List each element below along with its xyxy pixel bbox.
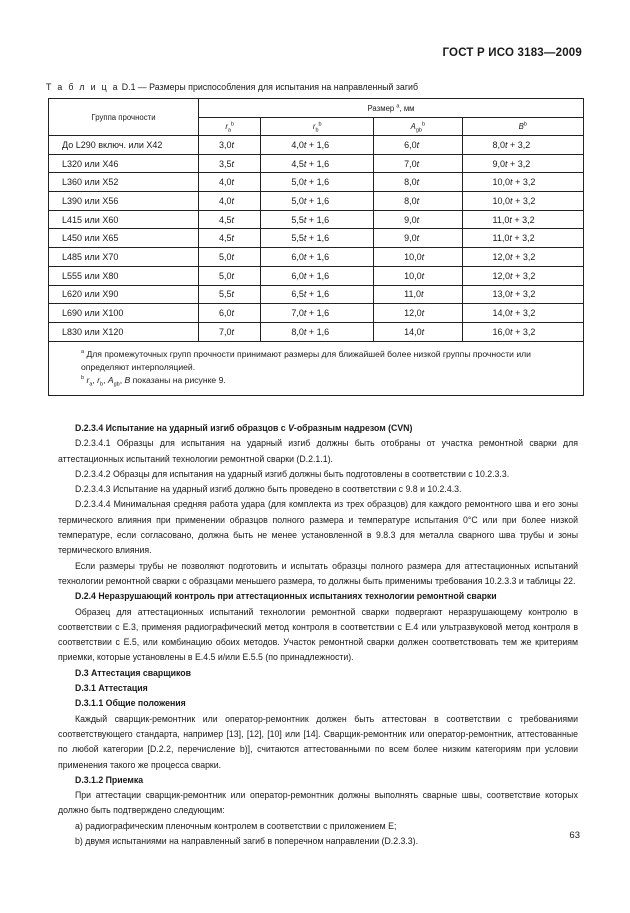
cell-b: 11,0t + 3,2	[462, 210, 583, 229]
cell-ra: 4,5t	[199, 210, 261, 229]
cell-ra: 6,0t	[199, 304, 261, 323]
cell-group: До L290 включ. или X42	[49, 136, 199, 155]
cell-agb: 10,0t	[374, 248, 462, 267]
cell-b: 16,0t + 3,2	[462, 322, 583, 341]
cell-rb: 5,5t + 1,6	[261, 229, 374, 248]
cell-agb: 8,0t	[374, 173, 462, 192]
table-note-a: $^a$ Для промежуточных групп прочности принимают размеры для ближайшей более низкой группы прочности или определяют интерполяцией.	[81, 348, 531, 372]
cell-b: 13,0t + 3,2	[462, 285, 583, 304]
cell-rb: 6,0t + 1,6	[261, 248, 374, 267]
table-row	[49, 304, 584, 323]
cell-b: 9,0t + 3,2	[462, 154, 583, 173]
cell-group: L450 или X65	[49, 229, 199, 248]
cell-ra: 4,5t	[199, 229, 261, 248]
col-header-rb: $r_b^b$	[261, 118, 374, 136]
cell-agb: 8,0t	[374, 192, 462, 211]
paragraph: Образец для аттестационных испытаний технологии ремонтной сварки подвергают неразрушающему контролю в соответствии с Е.3, применяя радиографический метод контроля в соответствии с Е.4 или ультразвуковой метод контроля в соответствии с Е.5, или комбинацию обоих методов. Участок ремонтной сварки должен соответствовать тем же критериям приемки, которые установлены в Е.4.5 и/или Е.5.5 (по принадлежности).	[58, 606, 578, 663]
cell-rb: 5,5t + 1,6	[261, 210, 374, 229]
document-header: ГОСТ Р ИСО 3183—2009	[442, 47, 582, 59]
cell-rb: 5,0t + 1,6	[261, 173, 374, 192]
col-header-ra: $r_a^b$	[199, 118, 261, 136]
cell-rb: 7,0t + 1,6	[261, 304, 374, 323]
cell-agb: 6,0t	[374, 136, 462, 155]
cell-agb: 7,0t	[374, 154, 462, 173]
cell-group: L620 или X90	[49, 285, 199, 304]
table-title-label: Т а б л и ц а	[46, 82, 120, 92]
cell-group: L555 или X80	[49, 266, 199, 285]
section-heading-acceptance: D.3.1.2 Приемка	[75, 774, 144, 785]
table-row	[49, 192, 584, 211]
cell-rb: 4,5t + 1,6	[261, 154, 374, 173]
cell-group: L360 или X52	[49, 173, 199, 192]
cell-ra: 5,0t	[199, 266, 261, 285]
cell-ra: 7,0t	[199, 322, 261, 341]
list-item: b) двумя испытаниями на направленный загиб в поперечном направлении (D.2.3.3).	[75, 836, 419, 847]
cell-agb: 9,0t	[374, 229, 462, 248]
cell-rb: 8,0t + 1,6	[261, 322, 374, 341]
list-item: a) радиографическим пленочным контролем в соответствии с приложением Е;	[75, 820, 397, 831]
section-heading-attestation: D.3.1 Аттестация	[75, 683, 148, 694]
paragraph: Каждый сварщик-ремонтник или оператор-ремонтник должен быть аттестован в соответствии с требованиями соответствующего стандарта, например [13], [12], [10] или [14]. Сварщик-ремонтник или оператор-ремонтник, аттестованные по любой категории [D.2.2, перечисление b)], считаются аттестованными по всем более низким категориям при условии применения такого же процесса сварки.	[58, 713, 578, 770]
cell-agb: 11,0t	[374, 285, 462, 304]
cell-rb: 6,5t + 1,6	[261, 285, 374, 304]
table-title-text: D.1 — Размеры приспособления для испытания на направленный загиб	[119, 82, 418, 92]
cell-rb: 4,0t + 1,6	[261, 136, 374, 155]
cell-group: L320 или X46	[49, 154, 199, 173]
table-row	[49, 136, 584, 155]
cell-b: 12,0t + 3,2	[462, 266, 583, 285]
cell-b: 11,0t + 3,2	[462, 229, 583, 248]
cell-ra: 5,5t	[199, 285, 261, 304]
cell-ra: 4,0t	[199, 192, 261, 211]
col-header-b: $B^b$	[462, 118, 583, 136]
cell-group: L830 или X120	[49, 322, 199, 341]
table-notes	[49, 341, 584, 395]
cell-ra: 3,5t	[199, 154, 261, 173]
table-row	[49, 248, 584, 267]
paragraph: D.2.3.4.4 Минимальная средняя работа удара (для комплекта из трех образцов) для каждого ремонтного шва и его зоны термического влияния при применении образцов полного размера и температуре испытания 0°С или при более низкой температуре, если согласовано, должна быть не менее установленной в 9.8.3 для металла сварного шва трубы и зоны термического влияния.	[58, 499, 578, 556]
cell-agb: 14,0t	[374, 322, 462, 341]
table-row	[49, 285, 584, 304]
cell-b: 8,0t + 3,2	[462, 136, 583, 155]
paragraph: D.2.3.4.1 Образцы для испытания на ударный изгиб должны быть отобраны от участка ремонтной сварки для аттестационных испытаний технологии ремонтной сварки (D.2.1.1).	[58, 438, 578, 464]
col-header-size: Размер $^а$, мм	[199, 99, 584, 118]
section-heading-welders: D.3 Аттестация сварщиков	[75, 667, 191, 678]
cell-b: 14,0t + 3,2	[462, 304, 583, 323]
cell-group: L485 или X70	[49, 248, 199, 267]
cell-agb: 12,0t	[374, 304, 462, 323]
dimensions-table	[48, 98, 584, 396]
table-note-b: $^b$ $r_a$, $r_b$, $A_{gb}$, B показаны на рисунке 9.	[81, 374, 226, 388]
cell-b: 10,0t + 3,2	[462, 192, 583, 211]
table-row	[49, 154, 584, 173]
cell-b: 12,0t + 3,2	[462, 248, 583, 267]
page-number: 63	[569, 830, 580, 841]
cell-ra: 5,0t	[199, 248, 261, 267]
table-row	[49, 266, 584, 285]
table-row	[49, 229, 584, 248]
cell-group: L690 или X100	[49, 304, 199, 323]
section-heading-general: D.3.1.1 Общие положения	[75, 698, 186, 709]
table-row	[49, 322, 584, 341]
cell-agb: 9,0t	[374, 210, 462, 229]
table-title	[46, 82, 418, 92]
table-row	[49, 173, 584, 192]
body-text	[58, 421, 578, 849]
cell-group: L390 или X56	[49, 192, 199, 211]
cell-group: L415 или X60	[49, 210, 199, 229]
col-header-group: Группа прочности	[49, 99, 199, 136]
cell-b: 10,0t + 3,2	[462, 173, 583, 192]
cell-ra: 3,0t	[199, 136, 261, 155]
paragraph: D.2.3.4.3 Испытание на ударный изгиб должно быть проведено в соответствии с 9.8 и 10.2.4.3.	[75, 484, 462, 495]
cell-rb: 6,0t + 1,6	[261, 266, 374, 285]
cell-agb: 10,0t	[374, 266, 462, 285]
section-heading-ndt: D.2.4 Неразрушающий контроль при аттестационных испытаниях технологии ремонтной сварки	[75, 591, 497, 602]
cell-rb: 5,0t + 1,6	[261, 192, 374, 211]
table-row	[49, 210, 584, 229]
paragraph: При аттестации сварщик-ремонтник или оператор-ремонтник должны выполнять сварные швы, соответствие которых должно быть подтверждено следующим:	[58, 790, 578, 816]
cell-ra: 4,0t	[199, 173, 261, 192]
section-heading-cvn: D.2.3.4 Испытание на ударный изгиб образцов с V-образным надрезом (CVN)	[75, 423, 413, 433]
paragraph: D.2.3.4.2 Образцы для испытания на ударный изгиб должны быть подготовлены в соответствии с 10.2.3.3.	[75, 468, 510, 479]
paragraph: Если размеры трубы не позволяют подготовить и испытать образцы полного размера для аттестационных испытаний технологии ремонтной сварки с образцами меньшего размера, то должны быть применимы требования 10.2.3.3 и таблицы 22.	[58, 560, 578, 586]
col-header-agb: $A_{gb}^b$	[374, 118, 462, 136]
